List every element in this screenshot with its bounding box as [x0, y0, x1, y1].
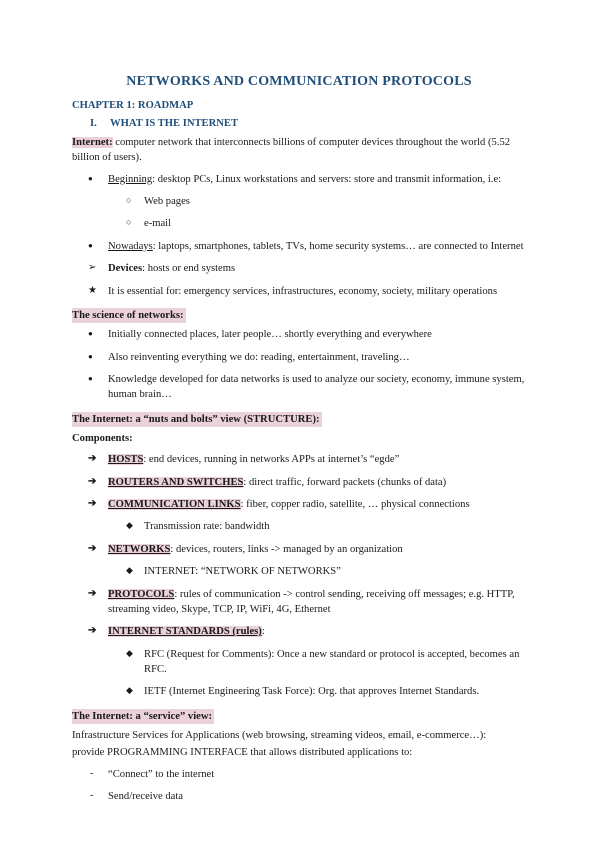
list-item — [72, 372, 526, 403]
diamond-icon: ◆ — [126, 685, 133, 696]
diamond-icon: ◆ — [126, 565, 133, 576]
item-text: : laptops, smartphones, tablets, TVs, home security systems… are connected to Internet — [152, 240, 524, 252]
sub-item-text: Web pages — [144, 196, 190, 208]
item-text: Send/receive data — [108, 791, 183, 803]
sub-item-text: e-mail — [144, 218, 172, 230]
list-item — [72, 542, 526, 557]
item-text: : end devices, running in networks APPs at internet’s “egde” — [143, 454, 400, 466]
bullet-icon: ● — [88, 373, 93, 383]
internet-definition — [72, 135, 526, 166]
bullet-icon: ● — [88, 240, 93, 250]
item-label: Beginning — [108, 173, 153, 185]
sub-item-text: INTERNET: “NETWORK OF NETWORKS” — [144, 566, 341, 578]
item-text: : devices, routers, links -> managed by an organization — [170, 543, 403, 555]
sub-list-item — [72, 684, 526, 699]
item-text: : hosts or end systems — [142, 263, 236, 275]
dash-bullet-icon: - — [90, 767, 94, 779]
section-label: WHAT IS THE INTERNET — [110, 117, 239, 129]
section-number: I. — [90, 117, 97, 129]
sub-item-text: IETF (Internet Engineering Task Force): Org. that approves Internet Standards. — [144, 686, 480, 698]
section-heading — [72, 116, 526, 131]
arrow-icon: ➔ — [88, 587, 97, 599]
sub-list-item — [72, 564, 526, 579]
item-label: INTERNET STANDARDS (rules) — [108, 626, 262, 638]
item-text: : direct traffic, forward packets (chunks of data) — [243, 476, 447, 488]
sub-list-item — [72, 194, 526, 209]
item-label: PROTOCOLS — [108, 588, 175, 600]
item-label: Nowadays — [108, 240, 153, 252]
list-item — [72, 172, 526, 187]
list-item — [72, 239, 526, 254]
star-icon: ★ — [88, 284, 97, 296]
circle-bullet-icon: ○ — [126, 195, 132, 206]
internet-definition-text: computer network that interconnects billions of computer devices throughout the world (5.52 billion of users). — [72, 137, 511, 164]
arrow-icon: ➔ — [88, 498, 97, 510]
arrow-icon: ➔ — [88, 542, 97, 554]
item-label: COMMUNICATION LINKS — [108, 499, 241, 511]
list-item — [72, 497, 526, 512]
arrow-icon: ➔ — [88, 453, 97, 465]
sub-item-text: RFC (Request for Comments): Once a new standard or protocol is accepted, becomes an RFC. — [144, 648, 520, 675]
list-item — [72, 767, 526, 782]
item-text: Also reinventing everything we do: reading, entertainment, traveling… — [108, 351, 410, 363]
item-text: Initially connected places, later people… shortly everything and everywhere — [108, 329, 432, 341]
list-item — [72, 624, 526, 639]
diamond-icon: ◆ — [126, 520, 133, 531]
bullet-icon: ● — [88, 351, 93, 361]
item-text: It is essential for: emergency services, infrastructures, economy, society, military operations — [108, 285, 498, 297]
item-text: : rules of communication -> control sending, receiving off messages; e.g. HTTP, streaming video, Skype, TCP, IP, WiFi, 4G, Ethernet — [108, 588, 515, 615]
structure-heading: The Internet: a “nuts and bolts” view (STRUCTURE): — [72, 412, 322, 427]
service-heading: The Internet: a “service” view: — [72, 709, 214, 724]
item-text: “Connect” to the internet — [108, 768, 215, 780]
bullet-icon: ● — [88, 173, 93, 183]
list-item — [72, 350, 526, 365]
dash-bullet-icon: - — [90, 790, 94, 802]
item-text: : fiber, copper radio, satellite, … physical connections — [240, 499, 470, 511]
item-text: : — [261, 626, 265, 638]
item-label: Devices — [108, 263, 143, 275]
arrowhead-icon: ➢ — [88, 262, 97, 274]
item-text: Knowledge developed for data networks is used to analyze our society, economy, immune system, human brain… — [108, 373, 525, 401]
list-item — [72, 284, 526, 299]
chapter-heading: CHAPTER 1: ROADMAP — [72, 100, 194, 112]
components-label: Components: — [72, 433, 133, 445]
list-item — [72, 327, 526, 342]
bullet-icon: ● — [88, 329, 93, 339]
sub-item-text: Transmission rate: bandwidth — [144, 521, 270, 533]
item-label: NETWORKS — [108, 543, 171, 555]
circle-bullet-icon: ○ — [126, 217, 132, 228]
sub-list-item — [72, 647, 526, 678]
list-item — [72, 475, 526, 490]
item-label: HOSTS — [108, 454, 144, 466]
science-heading: The science of networks: — [72, 308, 186, 323]
arrow-icon: ➔ — [88, 475, 97, 487]
diamond-icon: ◆ — [126, 647, 133, 658]
service-text-1: Infrastructure Services for Applications (web browsing, streaming videos, email, e-commerce…): — [72, 730, 487, 742]
item-label: ROUTERS AND SWITCHES — [108, 476, 244, 488]
sub-list-item — [72, 216, 526, 231]
list-item — [72, 789, 526, 804]
internet-term: Internet: — [72, 137, 113, 149]
service-text-2: provide PROGRAMMING INTERFACE that allows distributed applications to: — [72, 747, 413, 759]
list-item — [72, 452, 526, 467]
sub-list-item — [72, 519, 526, 534]
arrow-icon: ➔ — [88, 625, 97, 637]
list-item — [72, 261, 526, 276]
list-item — [72, 587, 526, 618]
document-title: NETWORKS AND COMMUNICATION PROTOCOLS — [126, 74, 472, 89]
item-text: : desktop PCs, Linux workstations and servers: store and transmit information, i.e: — [152, 173, 502, 185]
